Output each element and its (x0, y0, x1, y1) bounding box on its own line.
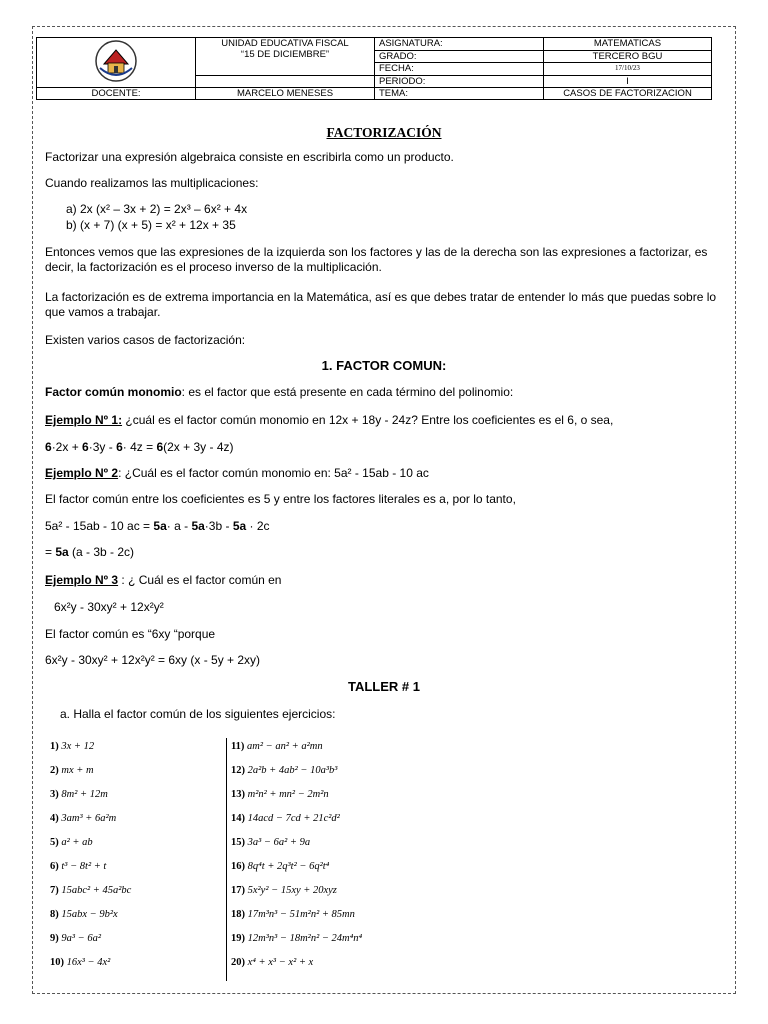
exercise-number: 18) (231, 909, 245, 920)
exercise-number: 6) (50, 861, 59, 872)
example2-text: : ¿Cuál es el factor común monomio en: 5a² - 15ab - 10 ac (118, 466, 429, 480)
exercise-expression: 8m² + 12m (61, 789, 108, 800)
exercise-item (231, 861, 329, 872)
exercise-number: 9) (50, 933, 59, 944)
exercise-expression: 17m³n³ − 51m²n² + 85mn (247, 909, 355, 920)
exercise-item (231, 837, 310, 848)
exercise-item (50, 957, 110, 968)
example3-line3: 6x²y - 30xy² + 12x²y² = 6xy (x - 5y + 2xy) (45, 653, 261, 667)
para3-text: Existen varios casos de factorización: (45, 333, 246, 347)
exercise-column-divider (226, 738, 227, 981)
exercise-item (231, 957, 313, 968)
header-table (36, 37, 712, 100)
example1-line (45, 413, 735, 428)
example2-line (45, 466, 735, 481)
exercise-item (50, 789, 108, 800)
example2-line1: El factor común entre los coeficientes es 5 y entre los factores literales es a, por lo tanto, (45, 492, 516, 506)
exercise-expression: m²n² + mn² − 2m²n (247, 789, 329, 800)
exercise-item (50, 885, 131, 896)
exercise-item (50, 741, 94, 752)
periodo-value: I (544, 75, 712, 88)
exercise-item (231, 813, 340, 824)
exercise-expression: 8q⁴t + 2q³t² − 6q²t⁴ (247, 861, 330, 872)
exercise-number: 8) (50, 909, 59, 920)
taller-heading: TALLER # 1 (348, 679, 420, 694)
fecha-value: 17/10/23 (544, 63, 712, 76)
example2-line2: 5a² - 15ab - 10 ac = 5a· a - 5a·3b - 5a · 2c (45, 519, 270, 533)
exercise-expression: 16x³ − 4x² (66, 957, 111, 968)
tema-value: CASOS DE FACTORIZACION (544, 88, 712, 100)
definition-line (45, 385, 735, 400)
exercise-number: 7) (50, 885, 59, 896)
fecha-label: FECHA: (375, 63, 544, 76)
exercise-item (50, 837, 93, 848)
example1-label: Ejemplo Nº 1: (45, 413, 123, 427)
exercise-item (50, 861, 106, 872)
exercise-number: 15) (231, 837, 245, 848)
exercise-item (231, 933, 362, 944)
para1-text: Entonces vemos que las expresiones de la izquierda son los factores y las de la derecha son las expresiones a factorizar, es decir, la factorización es el proceso inverso de la multiplicación. (45, 245, 708, 274)
exercise-expression: 3a³ − 6a² + 9a (247, 837, 311, 848)
exercise-item (231, 885, 337, 896)
exercise-item (231, 789, 329, 800)
school-line2: “15 DE DICIEMBRE” (240, 49, 330, 60)
exercise-expression: am² − an² + a²mn (247, 741, 323, 752)
mult-intro-text: Cuando realizamos las multiplicaciones: (45, 176, 259, 190)
definition-rest: : es el factor que está presente en cada término del polinomio: (181, 385, 514, 399)
taller-instruction: a. Halla el factor común de los siguientes ejercicios: (60, 707, 336, 721)
exercise-item (50, 813, 116, 824)
exercise-number: 3) (50, 789, 59, 800)
example1-result: 6·2x + 6·3y - 6· 4z = 6(2x + 3y - 4z) (45, 440, 234, 454)
exercise-item (50, 909, 118, 920)
exercise-expression: x⁴ + x³ − x² + x (247, 957, 314, 968)
exercise-expression: 3x + 12 (61, 741, 95, 752)
exercise-item (231, 765, 337, 776)
exercise-number: 5) (50, 837, 59, 848)
exercise-expression: 12m³n³ − 18m²n² − 24m⁴n⁴ (247, 933, 363, 944)
exercise-expression: 14acd − 7cd + 21c²d² (247, 813, 340, 824)
grado-label: GRADO: (375, 50, 544, 63)
exercise-number: 4) (50, 813, 59, 824)
grado-value: TERCERO BGU (544, 50, 712, 63)
exercise-expression: 2a²b + 4ab² − 10a³b³ (247, 765, 338, 776)
exercise-number: 11) (231, 741, 245, 752)
periodo-label: PERIODO: (375, 75, 544, 88)
exercise-expression: a² + ab (61, 837, 93, 848)
example3-text: : ¿ Cuál es el factor común en (118, 573, 282, 587)
asignatura-label: ASIGNATURA: (375, 38, 544, 51)
exercise-item (231, 909, 355, 920)
section1-heading: 1. FACTOR COMUN: (321, 358, 447, 373)
exercise-expression: 3am³ + 6a²m (61, 813, 117, 824)
school-line1: UNIDAD EDUCATIVA FISCAL (221, 38, 349, 49)
exercise-expression: 15abx − 9b²x (61, 909, 118, 920)
example3-label: Ejemplo Nº 3 (45, 573, 119, 587)
exercise-number: 16) (231, 861, 245, 872)
example3-line2: El factor común es “6xy “porque (45, 627, 216, 641)
intro-text: Factorizar una expresión algebraica consiste en escribirla como un producto. (45, 150, 454, 164)
example1-text: ¿cuál es el factor común monomio en 12x + 18y - 24z? Entre los coeficientes es el 6, o sea, (122, 413, 614, 427)
docente-label: DOCENTE: (37, 88, 196, 100)
exercise-number: 17) (231, 885, 245, 896)
page-title: FACTORIZACIÓN (326, 125, 442, 140)
example3-line1: 6x²y - 30xy² + 12x²y² (54, 600, 164, 614)
exercise-number: 2) (50, 765, 59, 776)
exercise-expression: 9a³ − 6a² (61, 933, 102, 944)
tema-label: TEMA: (375, 88, 544, 100)
exercise-number: 20) (231, 957, 245, 968)
example2-label: Ejemplo Nº 2 (45, 466, 119, 480)
exercise-item (50, 933, 101, 944)
exercise-item (231, 741, 323, 752)
para2-text: La factorización es de extrema importancia en la Matemática, así es que debes tratar de entender lo más que puedas sobre lo que vamos a trabajar. (45, 290, 717, 319)
exercise-number: 14) (231, 813, 245, 824)
exercise-number: 10) (50, 957, 64, 968)
docente-value: MARCELO MENESES (196, 88, 375, 100)
exercise-number: 19) (231, 933, 245, 944)
definition-bold: Factor común monomio (45, 385, 182, 399)
exercise-expression: t³ − 8t² + t (61, 861, 107, 872)
school-logo-icon (86, 38, 146, 84)
example2-line3: = 5a (a - 3b - 2c) (45, 545, 135, 559)
exercise-expression: 5x²y² − 15xy + 20xyz (247, 885, 337, 896)
exercise-number: 1) (50, 741, 59, 752)
school-logo-cell (37, 38, 196, 88)
asignatura-value: MATEMATICAS (544, 38, 712, 51)
exercise-item (50, 765, 94, 776)
exercise-expression: 15abc² + 45a²bc (61, 885, 132, 896)
mult-a-text: a) 2x (x² – 3x + 2) = 2x³ – 6x² + 4x (66, 202, 248, 216)
page-border (32, 26, 736, 994)
exercise-expression: mx + m (61, 765, 94, 776)
exercise-number: 12) (231, 765, 245, 776)
school-name-cell (196, 38, 375, 76)
mult-b-text: b) (x + 7) (x + 5) = x² + 12x + 35 (66, 218, 236, 232)
exercise-number: 13) (231, 789, 245, 800)
example3-line (45, 573, 735, 588)
